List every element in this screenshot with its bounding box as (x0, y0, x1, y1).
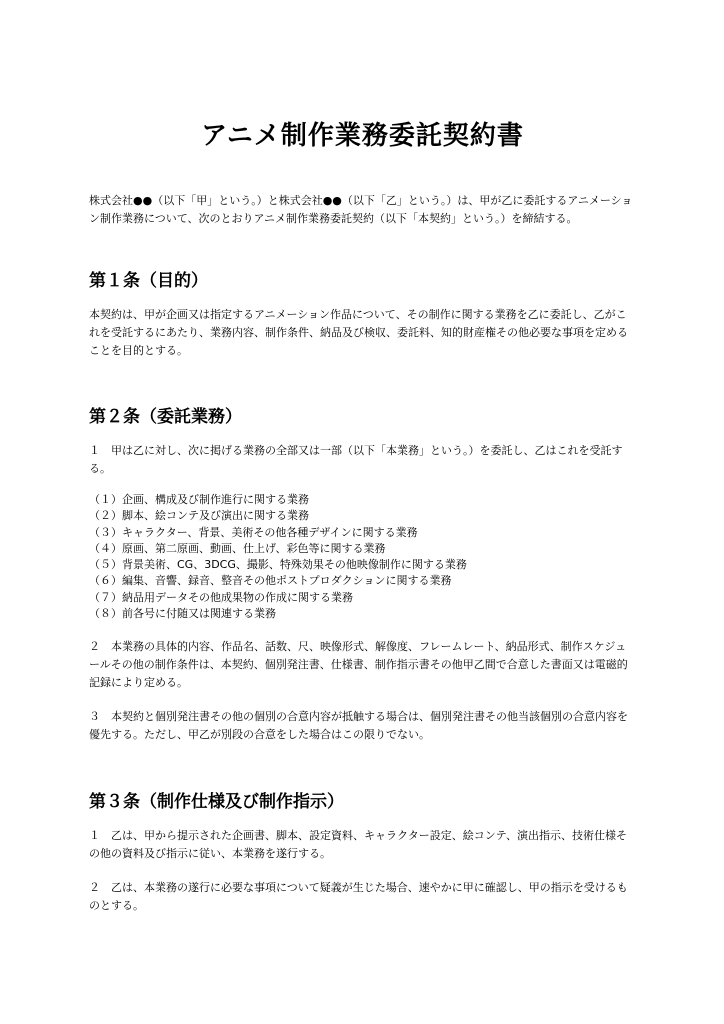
article-2-paragraph-1: １ 甲は乙に対し、次に掲げる業務の全部又は一部（以下「本業務」という。）を委託し、乙はこれを受託する。 (89, 444, 623, 475)
article-3-heading: 第３条（制作仕様及び制作指示） (89, 792, 344, 813)
list-item: （３）キャラクター、背景、美術その他各種デザインに関する業務 (89, 525, 418, 539)
list-item: （６）編集、音響、録音、整音その他ポストプロダクションに関する業務 (89, 574, 452, 588)
article-1-paragraph-1: 本契約は、甲が企画又は指定するアニメーション作品について、その制作に関する業務を乙に委託し、乙がこれを受託するにあたり、業務内容、制作条件、納品及び検収、委託料、知的財産権その他必要な事項を定めることを目的とする。 (89, 308, 628, 357)
article-2-heading: 第２条（委託業務） (89, 407, 242, 427)
document-title: アニメ制作業務委託契約書 (201, 121, 524, 151)
article-1-heading: 第１条（目的） (89, 271, 208, 291)
article-3 (89, 790, 636, 915)
intro-paragraph: 株式会社●●（以下「甲」という。）と株式会社●●（以下「乙」という。）は、甲が乙に委託するアニメーション制作業務について、次のとおりアニメ制作業務委託契約（以下「本契約」という。）を締結する。 (89, 194, 633, 225)
article-1 (89, 269, 636, 360)
article-2-item-list (89, 492, 636, 622)
list-item: （７）納品用データその他成果物の作成に関する業務 (89, 590, 353, 604)
list-item: （１）企画、構成及び制作進行に関する業務 (89, 493, 309, 506)
list-item: （８）前各号に付随又は関連する業務 (89, 607, 276, 621)
list-item: （５）背景美術、CG、3DCG、撮影、特殊効果その他映像制作に関する業務 (89, 558, 467, 572)
article-2 (89, 405, 636, 744)
list-item: （４）原画、第二原画、動画、仕上げ、彩色等に関する業務 (89, 541, 386, 555)
article-3-paragraph-2: ２ 乙は、本業務の遂行に必要な事項について疑義が生じた場合、速やかに甲に確認し、甲の指示を受けるものとする。 (89, 881, 628, 913)
article-2-paragraph-3: ３ 本契約と個別発注書その他の個別の合意内容が抵触する場合は、個別発注書その他当該個別の合意内容を優先する。ただし、甲乙が別段の合意をした場合はこの限りでない。 (89, 710, 628, 742)
article-2-paragraph-2: ２ 本業務の具体的内容、作品名、話数、尺、映像形式、解像度、フレームレート、納品形式、制作スケジュールその他の制作条件は、本契約、個別発注書、仕様書、制作指示書その他甲乙間で合意した書面又は電磁的記録により定める。 (89, 640, 628, 690)
article-3-paragraph-1: １ 乙は、甲から提示された企画書、脚本、設定資料、キャラクター設定、絵コンテ、演出指示、技術仕様その他の資料及び指示に従い、本業務を遂行する。 (89, 829, 628, 861)
list-item: （２）脚本、絵コンテ及び演出に関する業務 (89, 509, 309, 523)
